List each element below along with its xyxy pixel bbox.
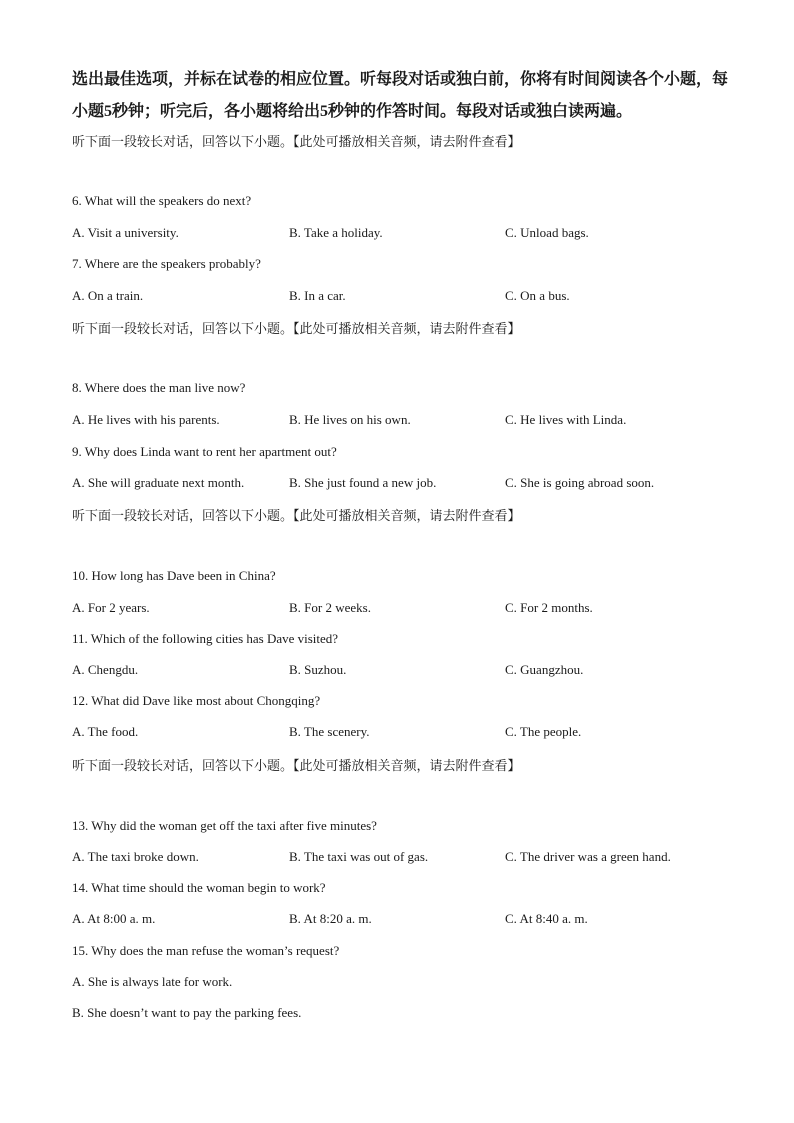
question-6-option-b: B. Take a holiday.: [289, 225, 383, 240]
question-14-stem: 14. What time should the woman begin to work?: [72, 880, 326, 895]
question-9-stem: 9. Why does Linda want to rent her apartment out?: [72, 444, 337, 459]
question-11-stem: 11. Which of the following cities has Dave visited?: [72, 631, 339, 646]
question-15-stem: 15. Why does the man refuse the woman’s request?: [72, 943, 340, 958]
question-13-option-a: A. The taxi broke down.: [72, 849, 199, 864]
question-13-option-b: B. The taxi was out of gas.: [289, 849, 429, 864]
question-15-option-a: A. She is always late for work.: [72, 974, 233, 989]
question-14-option-c: C. At 8:40 a. m.: [505, 911, 588, 926]
question-12-option-c: C. The people.: [505, 724, 582, 739]
question-8-option-c: C. He lives with Linda.: [505, 412, 627, 427]
question-11-option-a: A. Chengdu.: [72, 662, 139, 677]
question-6-option-c: C. Unload bags.: [505, 225, 589, 240]
question-6-option-a: A. Visit a university.: [72, 225, 179, 240]
section-instructions: 选出最佳选项，并标在试卷的相应位置。听每段对话或独白前，你将有时间阅读各个小题，每小题5秒钟；听完后，各小题将给出5秒钟的作答时间。每段对话或独白读两遍。: [72, 71, 729, 120]
question-10-option-a: A. For 2 years.: [72, 600, 150, 615]
question-13-option-c: C. The driver was a green hand.: [505, 849, 671, 864]
question-8-option-b: B. He lives on his own.: [289, 412, 411, 427]
question-7-option-c: C. On a bus.: [505, 288, 570, 303]
question-13-stem: 13. Why did the woman get off the taxi after five minutes?: [72, 818, 377, 833]
question-10-stem: 10. How long has Dave been in China?: [72, 568, 276, 583]
question-15-option-b: B. She doesn’t want to pay the parking fees.: [72, 1005, 302, 1020]
question-10-option-b: B. For 2 weeks.: [289, 600, 371, 615]
question-10-option-c: C. For 2 months.: [505, 600, 593, 615]
question-8-option-a: A. He lives with his parents.: [72, 412, 220, 427]
question-12-stem: 12. What did Dave like most about Chongqing?: [72, 693, 321, 708]
question-12-option-b: B. The scenery.: [289, 724, 370, 739]
question-14-option-a: A. At 8:00 a. m.: [72, 911, 156, 926]
question-12-option-a: A. The food.: [72, 724, 139, 739]
question-6-stem: 6. What will the speakers do next?: [72, 193, 252, 208]
audio-note: 听下面一段较长对话，回答以下小题。【此处可播放相关音频，请去附件查看】: [72, 321, 521, 336]
question-7-stem: 7. Where are the speakers probably?: [72, 256, 261, 271]
question-7-option-a: A. On a train.: [72, 288, 144, 303]
audio-note: 听下面一段较长对话，回答以下小题。【此处可播放相关音频，请去附件查看】: [72, 134, 521, 149]
question-9-option-a: A. She will graduate next month.: [72, 475, 245, 490]
question-8-stem: 8. Where does the man live now?: [72, 380, 246, 395]
question-11-option-c: C. Guangzhou.: [505, 662, 584, 677]
question-14-option-b: B. At 8:20 a. m.: [289, 911, 372, 926]
question-9-option-c: C. She is going abroad soon.: [505, 475, 655, 490]
question-11-option-b: B. Suzhou.: [289, 662, 347, 677]
audio-note: 听下面一段较长对话，回答以下小题。【此处可播放相关音频，请去附件查看】: [72, 758, 521, 773]
question-9-option-b: B. She just found a new job.: [289, 475, 437, 490]
audio-note: 听下面一段较长对话，回答以下小题。【此处可播放相关音频，请去附件查看】: [72, 508, 521, 523]
question-7-option-b: B. In a car.: [289, 288, 346, 303]
